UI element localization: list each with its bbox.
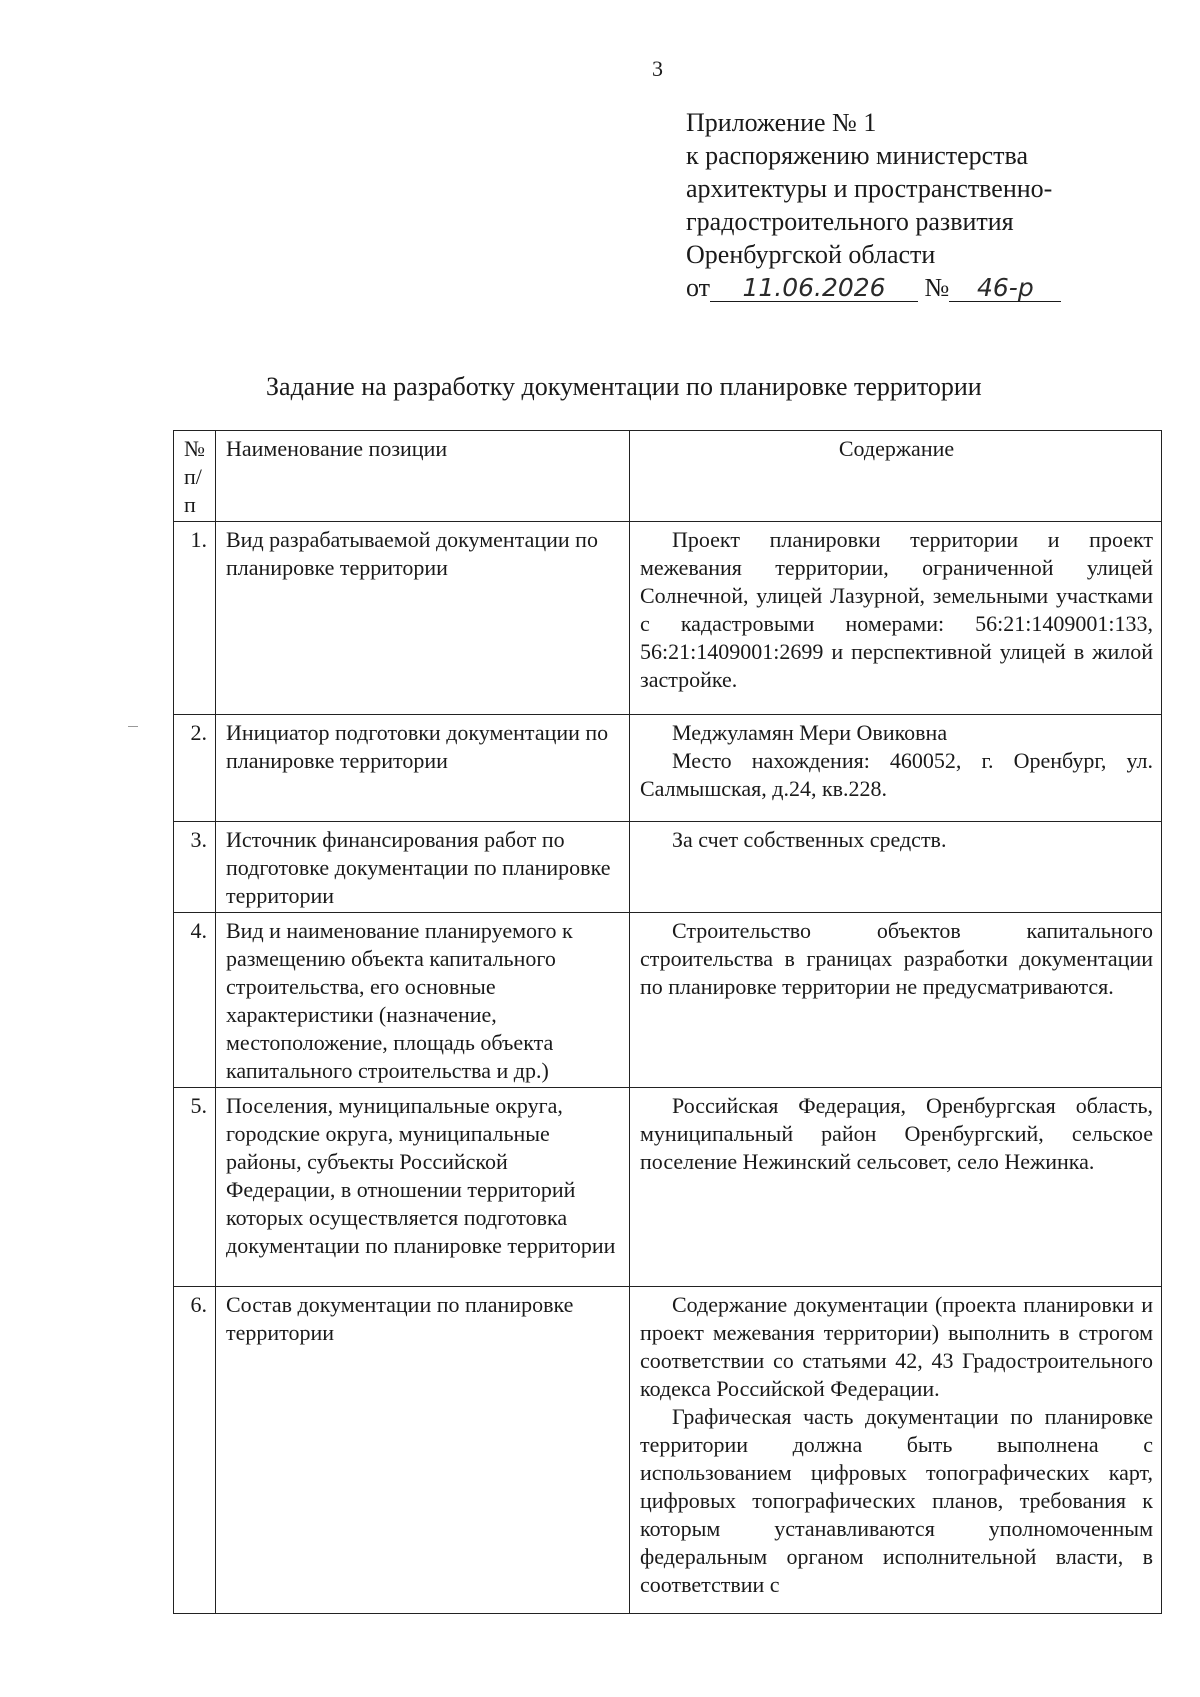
row-content bbox=[630, 522, 1162, 715]
appendix-line: градостроительного развития bbox=[686, 207, 1014, 236]
row-num: 5. bbox=[174, 1088, 216, 1287]
header-content: Содержание bbox=[630, 431, 1162, 522]
row-content bbox=[630, 822, 1162, 913]
appendix-line: Оренбургской области bbox=[686, 240, 936, 269]
appendix-line: Приложение № 1 bbox=[686, 108, 877, 137]
row-name: Инициатор подготовки документации по планировке территории bbox=[216, 715, 630, 822]
row-name: Источник финансирования работ по подготовке документации по планировке территории bbox=[216, 822, 630, 913]
content-paragraph: Место нахождения: 460052, г. Оренбург, ул. Салмышская, д.24, кв.228. bbox=[640, 748, 1153, 801]
row-num: 6. bbox=[174, 1287, 216, 1614]
table-row bbox=[174, 1088, 1162, 1287]
content-paragraph: Меджуламян Мери Овиковна bbox=[672, 720, 948, 745]
content-paragraph: Российская Федерация, Оренбургская область, муниципальный район Оренбургский, сельское поселение Нежинский сельсовет, село Нежинка. bbox=[640, 1093, 1153, 1174]
row-name: Состав документации по планировке территории bbox=[216, 1287, 630, 1614]
row-name: Вид разрабатываемой документации по планировке территории bbox=[216, 522, 630, 715]
document-title: Задание на разработку документации по планировке территории bbox=[266, 372, 982, 401]
number-prefix: № bbox=[924, 273, 950, 302]
row-content bbox=[630, 913, 1162, 1088]
table-row bbox=[174, 913, 1162, 1088]
table-row bbox=[174, 822, 1162, 913]
row-name: Поселения, муниципальные округа, городские округа, муниципальные районы, субъекты Российской Федерации, в отношении территорий которых осуществляется подготовка документации по планировке территории bbox=[216, 1088, 630, 1287]
table-row bbox=[174, 1287, 1162, 1614]
date-prefix: от bbox=[686, 273, 711, 302]
appendix-header bbox=[686, 106, 1061, 304]
row-num: 2. bbox=[174, 715, 216, 822]
task-table bbox=[173, 430, 1162, 1614]
handwritten-date: 11.06.2026 bbox=[710, 275, 918, 302]
header-name: Наименование позиции bbox=[216, 431, 630, 522]
row-content bbox=[630, 1287, 1162, 1614]
table-row bbox=[174, 522, 1162, 715]
content-paragraph: Проект планировки территории и проект межевания территории, ограниченной улицей Солнечной, улицей Лазурной, земельными участками с кадастровыми номерами: 56:21:1409001:133, 56:21:1409001:2699 и перспективной улицей в жилой застройке. bbox=[640, 527, 1153, 692]
row-num: 1. bbox=[174, 522, 216, 715]
appendix-line: архитектуры и пространственно- bbox=[686, 174, 1053, 203]
handwritten-number: 46-р bbox=[949, 275, 1061, 302]
content-paragraph: Строительство объектов капитального строительства в границах разработки документации по планировке территории не предусматриваются. bbox=[640, 918, 1153, 999]
row-num: 4. bbox=[174, 913, 216, 1088]
appendix-date-line bbox=[686, 271, 1061, 304]
content-paragraph: За счет собственных средств. bbox=[672, 827, 947, 852]
table-row bbox=[174, 715, 1162, 822]
table-header-row bbox=[174, 431, 1162, 522]
row-content bbox=[630, 715, 1162, 822]
row-name: Вид и наименование планируемого к размещению объекта капитального строительства, его основные характеристики (назначение, местоположение, площадь объекта капитального строительства и др.) bbox=[216, 913, 630, 1088]
margin-mark bbox=[128, 726, 138, 727]
row-num: 3. bbox=[174, 822, 216, 913]
appendix-line: к распоряжению министерства bbox=[686, 141, 1029, 170]
content-paragraph: Содержание документации (проекта планировки и проект межевания территории) выполнить в строгом соответствии со статьями 42, 43 Градостроительного кодекса Российской Федерации. bbox=[640, 1292, 1153, 1401]
page-number: 3 bbox=[652, 56, 663, 81]
row-content bbox=[630, 1088, 1162, 1287]
content-paragraph: Графическая часть документации по планировке территории должна быть выполнена с использованием цифровых топографических карт, цифровых топографических планов, требования к которым устанавливаются уполномоченным федеральным органом исполнительной власти, в соответствии с bbox=[640, 1404, 1153, 1597]
header-num: № п/п bbox=[174, 431, 216, 522]
